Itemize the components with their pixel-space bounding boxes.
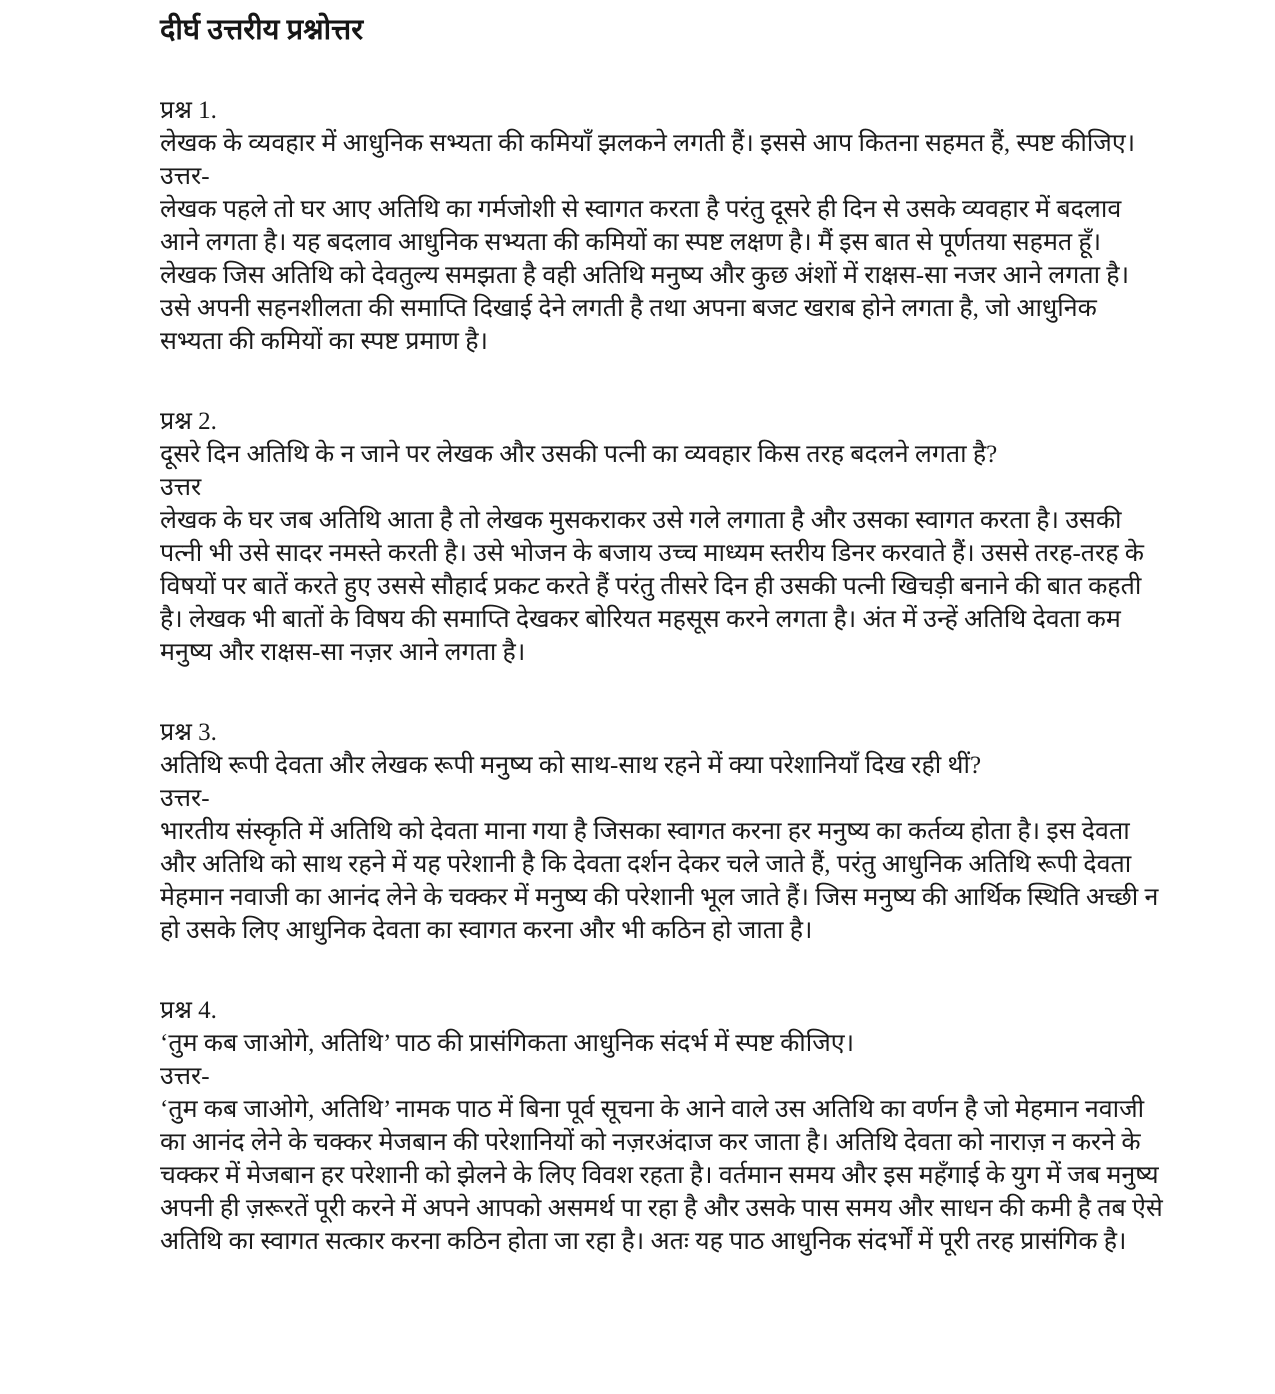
answer-3-text: भारतीय संस्कृति में अतिथि को देवता माना गया है जिसका स्वागत करना हर मनुष्य का कर्तव्य होता है। इस देवता और अतिथि को साथ रहने में यह परेशानी है कि देवता दर्शन देकर चले जाते हैं, परंतु आधुनिक अतिथि रूपी देवता मेहमान नवाजी का आनंद लेने के चक्कर में मनुष्य की परेशानी भूल जाते हैं। जिस मनुष्य की आर्थिक स्थिति अच्छी न हो उसके लिए आधुनिक देवता का स्वागत करना और भी कठिन हो जाता है। [160,818,1159,944]
answer-1-label: उत्तर- [160,163,210,190]
question-1-label: प्रश्न 1. [160,97,217,124]
question-4-text: ‘तुम कब जाओगे, अतिथि’ पाठ की प्रासंगिकता आधुनिक संदर्भ में स्पष्ट कीजिए। [160,1030,855,1057]
question-3-text: अतिथि रूपी देवता और लेखक रूपी मनुष्य को साथ-साथ रहने में क्या परेशानियाँ दिख रही थीं? [160,752,982,779]
answer-2-text: लेखक के घर जब अतिथि आता है तो लेखक मुसकराकर उसे गले लगाता है और उसका स्वागत करता है। उसकी पत्नी भी उसे सादर नमस्ते करती है। उसे भोजन के बजाय उच्च माध्यम स्तरीय डिनर करवाते हैं। उससे तरह-तरह के विषयों पर बातें करते हुए उससे सौहार्द प्रकट करते हैं परंतु तीसरे दिन ही उसकी पत्नी खिचड़ी बनाने की बात कहती है। लेखक भी बातों के विषय की समाप्ति देखकर बोरियत महसूस करने लगता है। अंत में उन्हें अतिथि देवता कम मनुष्य और राक्षस-सा नज़र आने लगता है। [160,507,1145,666]
question-4-label: प्रश्न 4. [160,997,217,1024]
question-3-label: प्रश्न 3. [160,719,217,746]
answer-2-label: उत्तर [160,474,202,501]
question-1-text: लेखक के व्यवहार में आधुनिक सभ्यता की कमियाँ झलकने लगती हैं। इससे आप कितना सहमत हैं, स्पष्ट कीजिए। [160,130,1136,157]
answer-3-label: उत्तर- [160,785,210,812]
page-title: दीर्घ उत्तरीय प्रश्नोत्तर [160,14,364,46]
answer-4-label: उत्तर- [160,1063,210,1090]
answer-4-text: ‘तुम कब जाओगे, अतिथि’ नामक पाठ में बिना पूर्व सूचना के आने वाले उस अतिथि का वर्णन है जो मेहमान नवाजी का आनंद लेने के चक्कर मेजबान की परेशानियों को नज़रअंदाज कर जाता है। अतिथि देवता को नाराज़ न करने के चक्कर में मेजबान हर परेशानी को झेलने के लिए विवश रहता है। वर्तमान समय और इस महँगाई के युग में जब मनुष्य अपनी ही ज़रूरतें पूरी करने में अपने आपको असमर्थ पा रहा है और उसके पास समय और साधन की कमी है तब ऐसे अतिथि का स्वागत सत्कार करना कठिन होता जा रहा है। अतः यह पाठ आधुनिक संदर्भों में पूरी तरह प्रासंगिक है। [160,1096,1163,1255]
qa-block-3 [160,716,1163,947]
qa-block-2 [160,405,1163,669]
qa-block-4 [160,994,1163,1258]
question-2-label: प्रश्न 2. [160,408,217,435]
answer-1-text: लेखक पहले तो घर आए अतिथि का गर्मजोशी से स्वागत करता है परंतु दूसरे ही दिन से उसके व्यवहार में बदलाव आने लगता है। यह बदलाव आधुनिक सभ्यता की कमियों का स्पष्ट लक्षण है। मैं इस बात से पूर्णतया सहमत हूँ। लेखक जिस अतिथि को देवतुल्य समझता है वही अतिथि मनुष्य और कुछ अंशों में राक्षस-सा नजर आने लगता है। उसे अपनी सहनशीलता की समाप्ति दिखाई देने लगती है तथा अपना बजट खराब होने लगता है, जो आधुनिक सभ्यता की कमियों का स्पष्ट प्रमाण है। [160,196,1130,355]
qa-block-1 [160,94,1163,358]
question-2-text: दूसरे दिन अतिथि के न जाने पर लेखक और उसकी पत्नी का व्यवहार किस तरह बदलने लगता है? [160,441,998,468]
